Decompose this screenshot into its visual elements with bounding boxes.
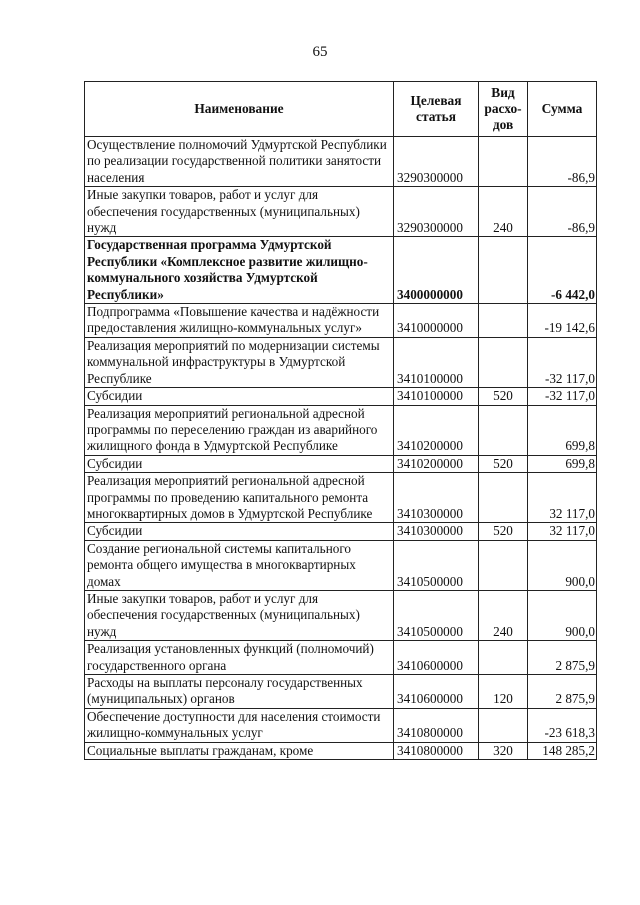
table-row [85, 473, 597, 523]
row-name-cell: Иные закупки товаров, работ и услуг для обеспечения государственных (муниципальных) нужд [85, 187, 394, 237]
row-vid-cell [479, 405, 528, 455]
row-sum-cell: 699,8 [528, 455, 597, 472]
row-code-cell: 3410800000 [394, 708, 479, 742]
row-name-cell: Реализация мероприятий региональной адресной программы по переселению граждан из аварийного жилищного фонда в Удмуртской Республике [85, 405, 394, 455]
row-vid-cell [479, 137, 528, 187]
row-vid-cell: 520 [479, 388, 528, 405]
row-sum-cell: -19 142,6 [528, 304, 597, 338]
row-sum-cell: -86,9 [528, 137, 597, 187]
table-header-row [85, 82, 597, 137]
table-row [85, 237, 597, 304]
budget-table [84, 81, 597, 760]
table-row [85, 455, 597, 472]
row-sum-cell: 900,0 [528, 540, 597, 590]
table-row [85, 187, 597, 237]
row-vid-cell: 520 [479, 455, 528, 472]
table-row [85, 641, 597, 675]
table-row [85, 708, 597, 742]
header-code: Целевая статья [394, 82, 479, 137]
row-vid-cell [479, 337, 528, 387]
row-sum-cell: 2 875,9 [528, 641, 597, 675]
row-code-cell: 3410200000 [394, 405, 479, 455]
row-name-cell: Субсидии [85, 523, 394, 540]
row-name-cell: Обеспечение доступности для населения стоимости жилищно-коммунальных услуг [85, 708, 394, 742]
row-vid-cell: 520 [479, 523, 528, 540]
table-body [85, 137, 597, 760]
row-code-cell: 3410000000 [394, 304, 479, 338]
table-row [85, 337, 597, 387]
table-row [85, 388, 597, 405]
table-row [85, 590, 597, 640]
table-row [85, 523, 597, 540]
row-code-cell: 3400000000 [394, 237, 479, 304]
row-code-cell: 3410500000 [394, 540, 479, 590]
row-code-cell: 3410100000 [394, 388, 479, 405]
table-row [85, 742, 597, 759]
row-vid-cell: 120 [479, 675, 528, 709]
header-vid: Вид расхо- дов [479, 82, 528, 137]
row-vid-cell [479, 304, 528, 338]
row-code-cell: 3410300000 [394, 523, 479, 540]
row-code-cell: 3290300000 [394, 187, 479, 237]
table-row [85, 540, 597, 590]
row-code-cell: 3410300000 [394, 473, 479, 523]
row-vid-cell [479, 237, 528, 304]
row-name-cell: Субсидии [85, 455, 394, 472]
table-row [85, 675, 597, 709]
row-code-cell: 3410600000 [394, 641, 479, 675]
row-name-cell: Субсидии [85, 388, 394, 405]
row-name-cell: Реализация мероприятий по модернизации системы коммунальной инфраструктуры в Удмуртской Республике [85, 337, 394, 387]
row-sum-cell: -6 442,0 [528, 237, 597, 304]
row-code-cell: 3410800000 [394, 742, 479, 759]
row-code-cell: 3410500000 [394, 590, 479, 640]
row-sum-cell: 148 285,2 [528, 742, 597, 759]
row-vid-cell: 320 [479, 742, 528, 759]
header-name: Наименование [85, 82, 394, 137]
table-row [85, 405, 597, 455]
row-name-cell: Подпрограмма «Повышение качества и надёжности предоставления жилищно-коммунальных услуг» [85, 304, 394, 338]
row-sum-cell: 2 875,9 [528, 675, 597, 709]
row-sum-cell: 900,0 [528, 590, 597, 640]
row-code-cell: 3410600000 [394, 675, 479, 709]
row-code-cell: 3290300000 [394, 137, 479, 187]
row-sum-cell: 32 117,0 [528, 473, 597, 523]
row-sum-cell: 699,8 [528, 405, 597, 455]
row-name-cell: Расходы на выплаты персоналу государственных (муниципальных) органов [85, 675, 394, 709]
table-row [85, 304, 597, 338]
row-code-cell: 3410200000 [394, 455, 479, 472]
row-sum-cell: 32 117,0 [528, 523, 597, 540]
row-vid-cell [479, 540, 528, 590]
row-sum-cell: -32 117,0 [528, 388, 597, 405]
row-vid-cell: 240 [479, 590, 528, 640]
row-sum-cell: -23 618,3 [528, 708, 597, 742]
row-vid-cell [479, 708, 528, 742]
row-vid-cell: 240 [479, 187, 528, 237]
row-code-cell: 3410100000 [394, 337, 479, 387]
table-row [85, 137, 597, 187]
row-sum-cell: -32 117,0 [528, 337, 597, 387]
page-number: 65 [312, 44, 328, 60]
row-name-cell: Государственная программа Удмуртской Республики «Комплексное развитие жилищно-коммунального хозяйства Удмуртской Республики» [85, 237, 394, 304]
row-vid-cell [479, 641, 528, 675]
row-name-cell: Создание региональной системы капитального ремонта общего имущества в многоквартирных домах [85, 540, 394, 590]
row-name-cell: Иные закупки товаров, работ и услуг для обеспечения государственных (муниципальных) нужд [85, 590, 394, 640]
row-name-cell: Реализация мероприятий региональной адресной программы по проведению капитального ремонта многоквартирных домов в Удмуртской Республике [85, 473, 394, 523]
row-name-cell: Осуществление полномочий Удмуртской Республики по реализации государственной политики занятости населения [85, 137, 394, 187]
row-vid-cell [479, 473, 528, 523]
header-sum: Сумма [528, 82, 597, 137]
row-sum-cell: -86,9 [528, 187, 597, 237]
row-name-cell: Социальные выплаты гражданам, кроме [85, 742, 394, 759]
row-name-cell: Реализация установленных функций (полномочий) государственного органа [85, 641, 394, 675]
